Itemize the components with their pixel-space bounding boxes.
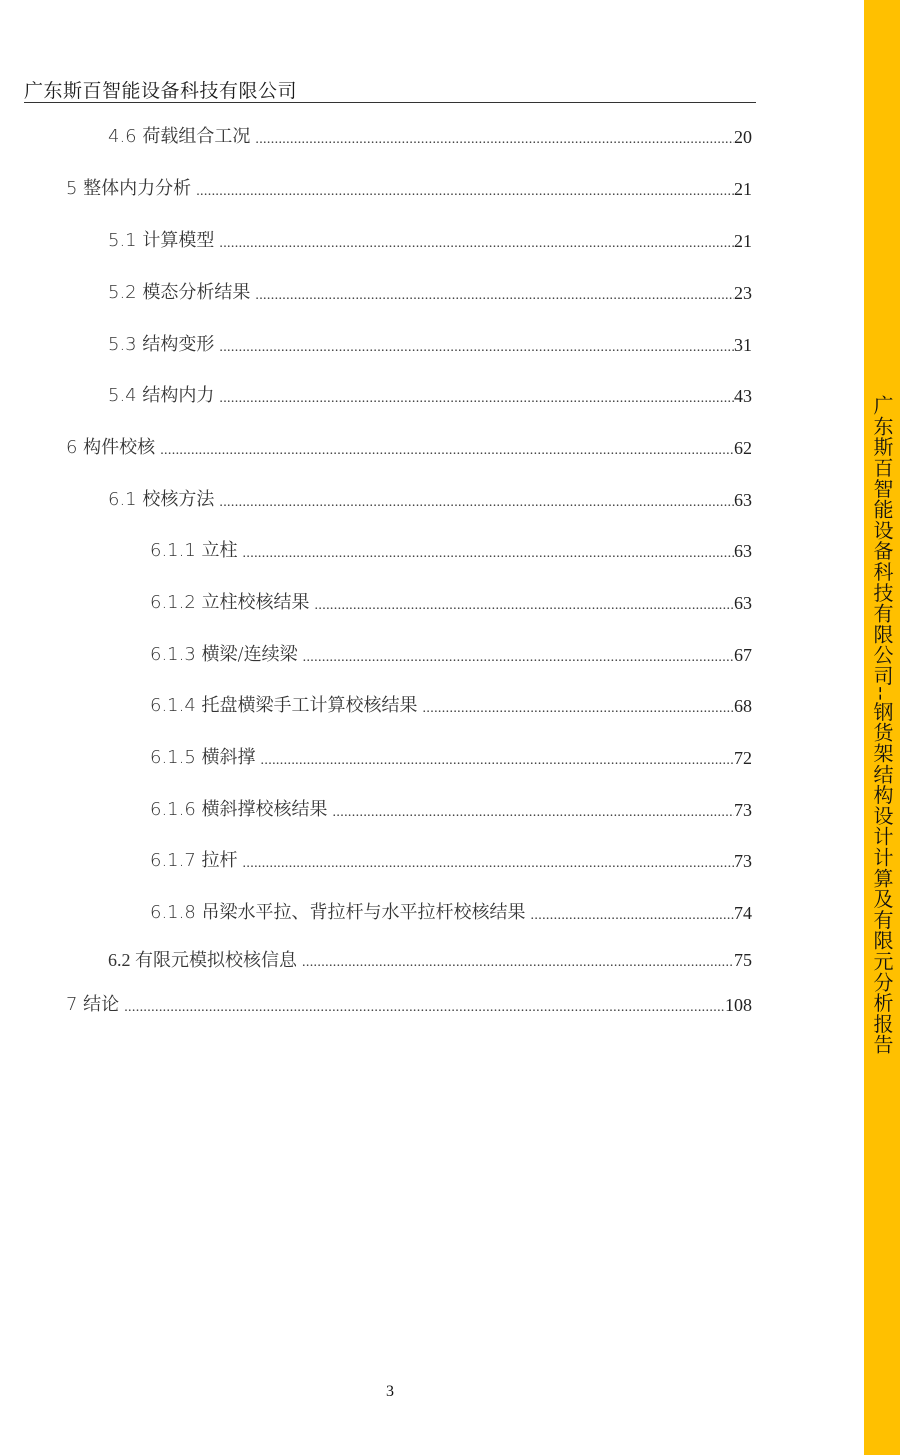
toc-entry-page: 20 [734,127,752,147]
toc-leader-dots [330,803,734,823]
toc-entry-title: 6.1.5 横斜撑 [150,747,256,768]
toc-entry-title: 5.4 结构内力 [108,385,215,406]
toc-entry[interactable] [150,797,752,823]
toc-entry[interactable] [108,487,752,513]
toc-leader-dots [240,544,734,564]
toc-leader-dots [216,493,734,513]
toc-entry-page: 68 [734,696,752,716]
toc-leader-dots [216,389,734,409]
toc-leader-dots [193,182,734,202]
toc-entry[interactable] [150,745,752,771]
toc-entry[interactable] [108,383,752,409]
toc-entry[interactable] [150,848,752,874]
toc-entry-title: 5.2 模态分析结果 [108,282,251,303]
toc-entry-page: 31 [734,335,752,355]
page-number: 3 [386,1383,394,1400]
toc-entry-title: 6.1.1 立柱 [150,540,238,561]
toc-entry-title: 5 整体内力分析 [66,178,192,199]
toc-entry[interactable] [108,947,752,973]
toc-entry[interactable] [108,280,752,306]
toc-entry-page: 63 [734,593,752,613]
toc-entry-page: 63 [734,541,752,561]
side-band [864,0,900,1455]
toc-entry-page: 21 [734,179,752,199]
toc-entry-page: 72 [734,748,752,768]
toc-entry-title: 7 结论 [66,994,120,1015]
toc-entry[interactable] [108,332,752,358]
toc-entry[interactable] [66,435,752,461]
toc-entry-title: 6 构件校核 [66,437,156,458]
toc-entry[interactable] [150,642,752,668]
toc-leader-dots [258,751,734,771]
toc-entry-title: 4.6 荷载组合工况 [108,126,251,147]
toc-entry-title: 6.1.3 横梁/连续梁 [150,644,298,665]
toc-entry[interactable] [150,590,752,616]
toc-leader-dots [420,699,734,719]
toc-entry[interactable] [150,538,752,564]
toc-entry[interactable] [108,124,752,150]
toc-entry-title: 6.1.8 吊梁水平拉、背拉杆与水平拉杆校核结果 [150,902,526,923]
toc-entry-page: 75 [734,950,752,970]
toc-entry-title: 6.1.2 立柱校核结果 [150,592,310,613]
toc-entry-page: 62 [734,438,752,458]
toc-leader-dots [121,998,725,1018]
toc-leader-dots [312,596,734,616]
toc-entry-title: 6.1.4 托盘横梁手工计算校核结果 [150,695,418,716]
toc-leader-dots [216,338,734,358]
toc-entry-title: 5.3 结构变形 [108,334,215,355]
toc-leader-dots [299,953,734,973]
toc-entry-page: 74 [734,903,752,923]
toc-leader-dots [252,130,734,150]
toc-entry-page: 21 [734,231,752,251]
toc-entry[interactable] [150,693,752,719]
toc-entry[interactable] [66,176,752,202]
toc-entry-title: 5.1 计算模型 [108,230,215,251]
toc-entry-title: 6.1.7 拉杆 [150,850,238,871]
toc-entry-page: 73 [734,851,752,871]
toc-entry-title: 6.1 校核方法 [108,489,215,510]
toc-leader-dots [240,854,734,874]
toc-entry-page: 43 [734,386,752,406]
toc-entry[interactable] [150,900,752,926]
toc-entry-page: 67 [734,645,752,665]
toc-entry[interactable] [108,228,752,254]
toc-entry-page: 73 [734,800,752,820]
side-band-title: 广东斯百智能设备科技有限公司--钢货架结构设计计算及有限元分析报告 [870,395,894,1055]
toc-leader-dots [300,648,734,668]
toc-leader-dots [157,441,734,461]
header-company-name: 广东斯百智能设备科技有限公司 [24,80,298,102]
toc-entry-page: 23 [734,283,752,303]
toc-entry[interactable] [66,992,752,1018]
toc-entry-page: 108 [725,995,752,1015]
toc-leader-dots [252,286,734,306]
toc-entry-page: 63 [734,490,752,510]
toc-entry-title: 6.2 有限元模拟校核信息 [108,950,297,970]
toc-entry-title: 6.1.6 横斜撑校核结果 [150,799,328,820]
toc-leader-dots [216,234,734,254]
toc-leader-dots [528,906,734,926]
